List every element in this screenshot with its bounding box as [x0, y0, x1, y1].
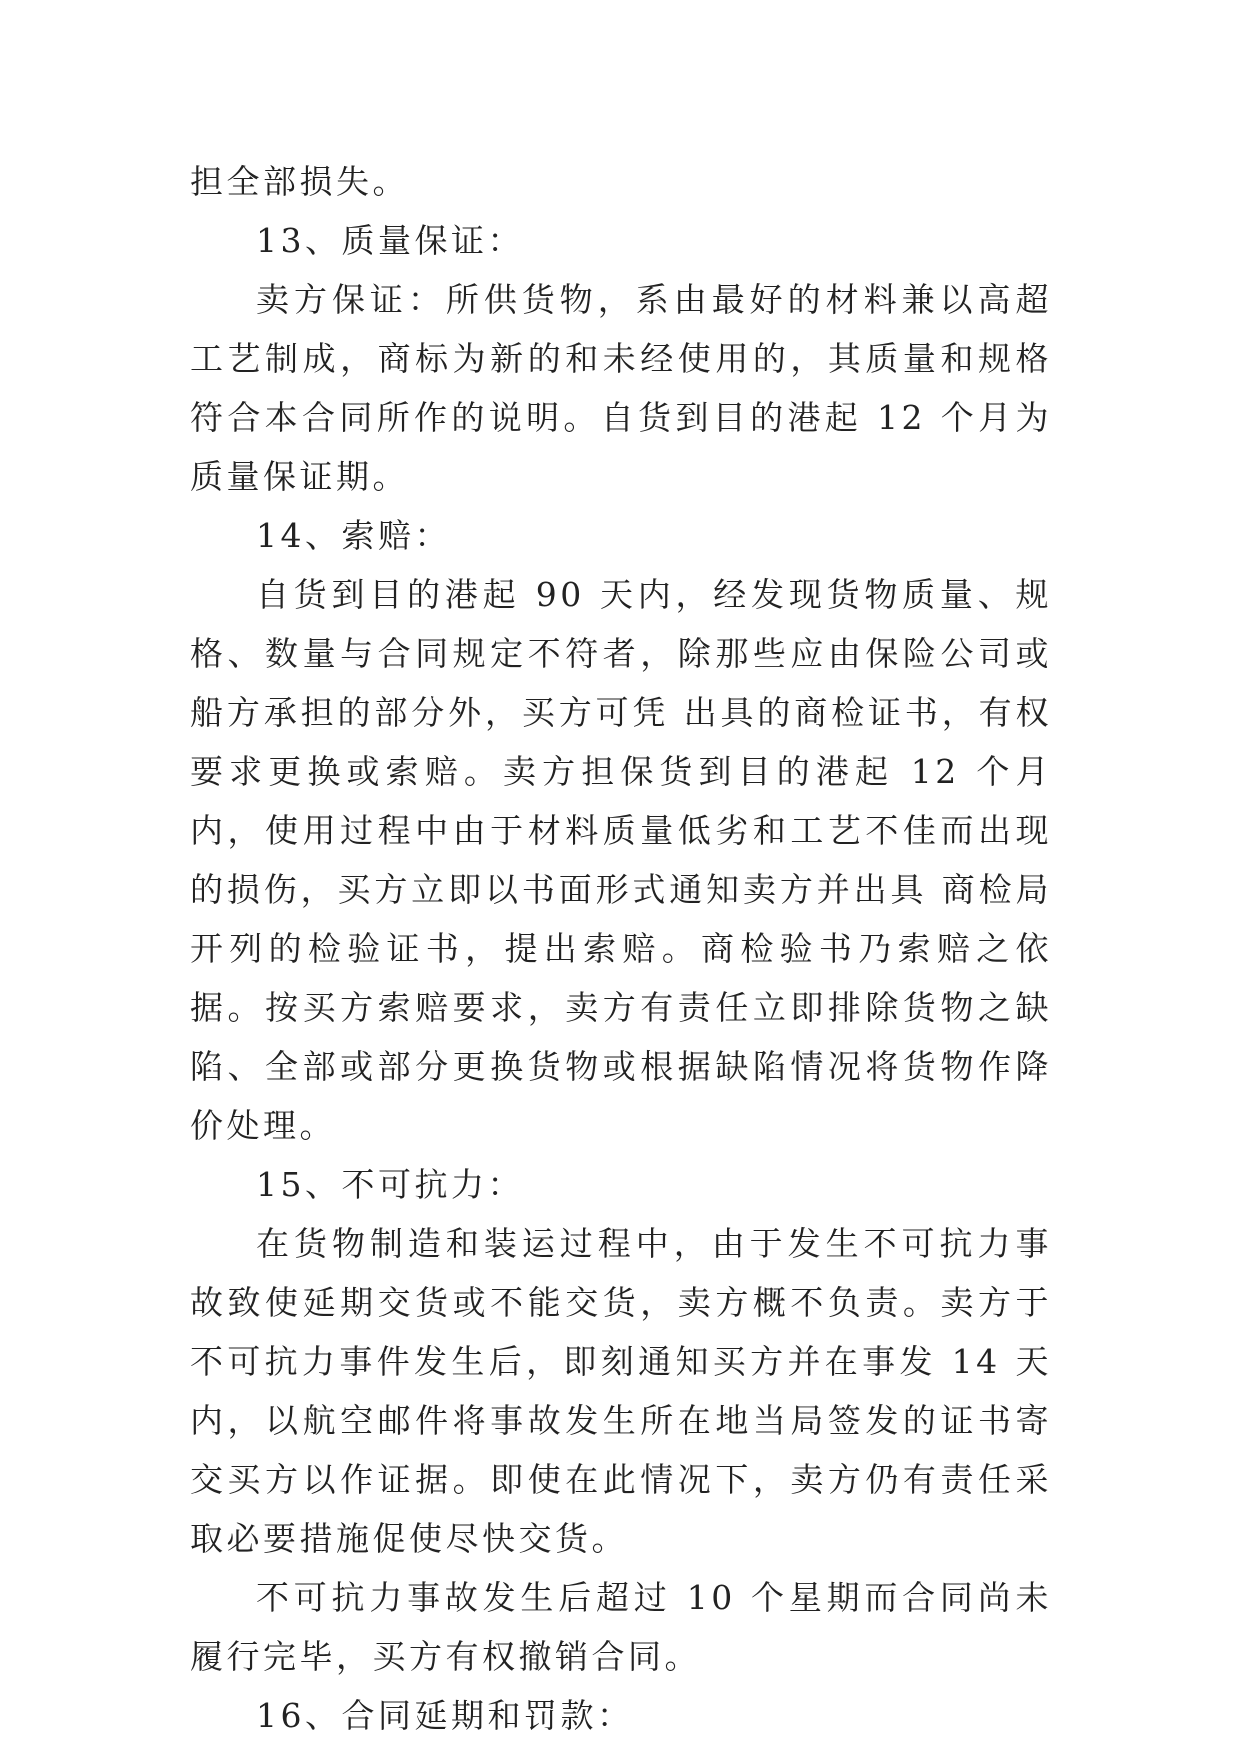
paragraph-contract-cancellation: 不可抗力事故发生后超过 10 个星期而合同尚未履行完毕，买方有权撤销合同。	[190, 1578, 1052, 1676]
heading-force-majeure: 15、不可抗力：	[256, 1165, 524, 1204]
document-page	[190, 0, 1052, 1745]
paragraph-force-majeure: 在货物制造和装运过程中，由于发生不可抗力事故致使延期交货或不能交货，卖方概不负责。卖方于不可抗力事件发生后，即刻通知买方并在事发 14 天内，以航空邮件将事故发生所在地当局签发的证书寄交买方以作证据。即使在此情况下，卖方仍有责任采取必要措施促使尽快交货。	[190, 1224, 1052, 1558]
paragraph-loss-ending: 担全部损失。	[190, 162, 409, 201]
paragraph-quality-guarantee: 卖方保证：所供货物，系由最好的材料兼以高超工艺制成，商标为新的和未经使用的，其质量和规格符合本合同所作的说明。自货到目的港起 12 个月为质量保证期。	[190, 280, 1052, 496]
paragraph-claims: 自货到目的港起 90 天内，经发现货物质量、规格、数量与合同规定不符者，除那些应由保险公司或船方承担的部分外，买方可凭 出具的商检证书，有权要求更换或索赔。卖方担保货到目的港起 12 个月内，使用过程中由于材料质量低劣和工艺不佳而出现的损伤，买方立即以书面形式通知卖方并出具 商检局开列的检验证书，提出索赔。商检验书乃索赔之依据。按买方索赔要求，卖方有责任立即排除货物之缺陷、全部或部分更换货物或根据缺陷情况将货物作降价处理。	[190, 575, 1052, 1145]
document-body	[190, 0, 1052, 1745]
heading-claims: 14、索赔：	[256, 516, 451, 555]
heading-quality-guarantee: 13、质量保证：	[256, 221, 524, 260]
heading-delay-penalty: 16、合同延期和罚款：	[256, 1696, 634, 1735]
